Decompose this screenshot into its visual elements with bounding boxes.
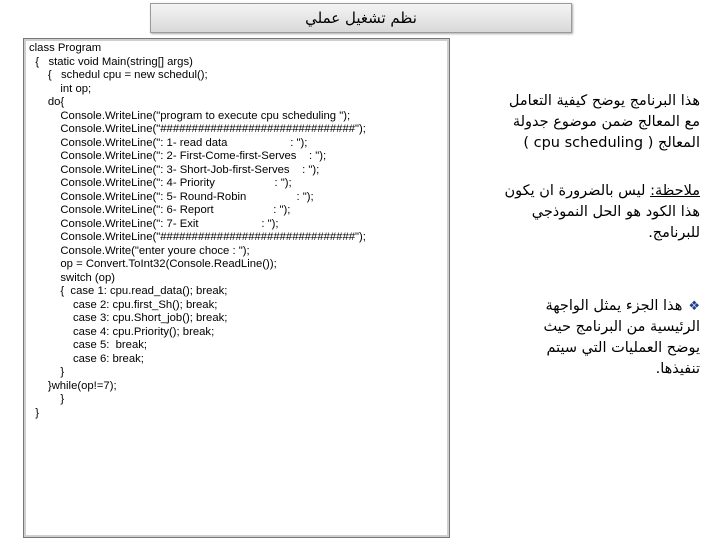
code-line: int op; [29,82,92,95]
code-line: }while(op!=7); [29,379,117,392]
bullet-paragraph [450,296,700,380]
bullet-line: الرئيسية من البرنامج حيث [543,319,700,335]
bullet-line: تنفيذها. [655,361,700,377]
bullet-text: هذا الجزء يمثل الواجهة [545,298,683,314]
code-line: { case 1: cpu.read_data(); break; [29,285,228,298]
code-line: Console.WriteLine(": 1- read data : "); [29,136,308,149]
code-line: case 6: break; [29,352,144,365]
code-line: } [29,366,65,379]
code-line: switch (op) [29,271,116,284]
note-text: ليس بالضرورة ان يكون [504,183,651,199]
code-line: Console.WriteLine("###############################"); [29,123,366,136]
code-line: op = Convert.ToInt32(Console.ReadLine()); [29,258,277,271]
code-line: Console.WriteLine(": 5- Round-Robin : "); [29,190,314,203]
code-line: Console.WriteLine(": 6- Report : "); [29,204,291,217]
code-line: case 5: break; [29,339,148,352]
description-line: هذا البرنامج يوضح كيفية التعامل [508,93,700,109]
code-line: } [29,393,65,406]
code-line: Console.WriteLine("###############################"); [29,231,366,244]
note-line [450,181,700,202]
note-line: للبرنامج. [648,225,700,241]
bullet-line [450,296,700,317]
code-line: do{ [29,96,65,109]
code-line: case 3: cpu.Short_job(); break; [29,312,228,325]
code-line: Console.WriteLine(": 4- Priority : "); [29,177,292,190]
code-listing [29,42,366,420]
code-line: class Program [29,42,102,54]
description-line: المعالج ( cpu scheduling ) [523,135,700,151]
code-line: case 4: cpu.Priority(); break; [29,325,215,338]
slide-title [150,3,572,33]
note-paragraph [450,181,700,244]
description-line: مع المعالج ضمن موضوع جدولة [512,114,700,130]
code-line: Console.WriteLine(": 7- Exit : "); [29,217,279,230]
code-panel [23,38,450,538]
code-line: Console.WriteLine(": 2- First-Come-first-Serves : "); [29,150,327,163]
code-line: Console.WriteLine("program to execute cpu scheduling "); [29,109,351,122]
description-paragraph [450,91,700,154]
code-line: Console.WriteLine(": 3- Short-Job-first-Serves : "); [29,163,320,176]
note-line: هذا الكود هو الحل النموذجي [531,204,700,220]
code-line: Console.Write("enter youre choce : "); [29,244,250,257]
code-line: { schedul cpu = new schedul(); [29,69,208,82]
slide-title-text: نظم تشغيل عملي [305,9,417,27]
diamond-bullet-icon: ❖ [688,299,700,314]
note-label: ملاحظة: [650,183,700,199]
code-line: { static void Main(string[] args) [29,55,193,68]
code-line: } [29,406,40,419]
bullet-line: يوضح العمليات التي سيتم [546,340,700,356]
code-line: case 2: cpu.first_Sh(); break; [29,298,218,311]
